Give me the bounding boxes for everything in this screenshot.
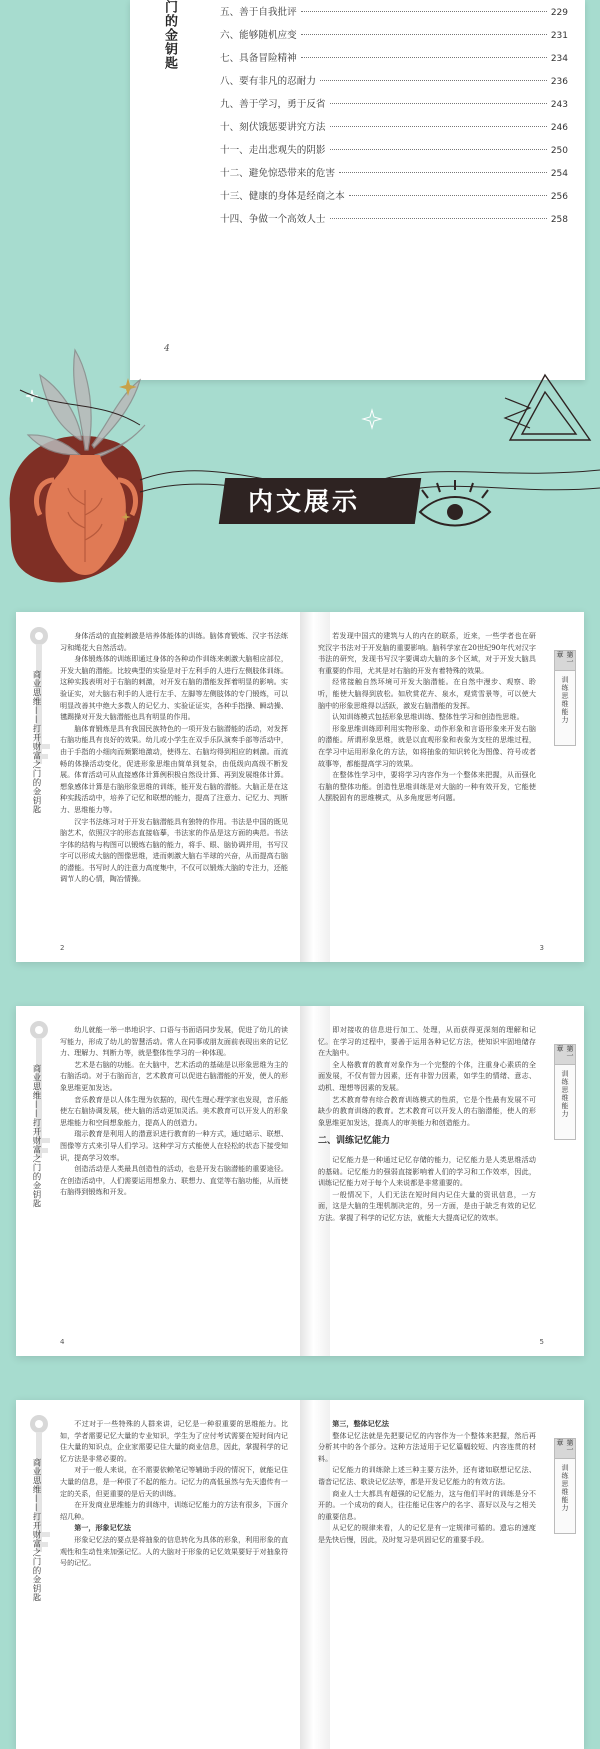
page-number: 2 bbox=[60, 944, 65, 952]
chapter-tab: 第一章 训练思维能力 bbox=[554, 1438, 576, 1534]
chapter-tab: 第一章 训练思维能力 bbox=[554, 650, 576, 746]
left-page bbox=[16, 1006, 300, 1356]
page-number: 5 bbox=[539, 1338, 544, 1346]
toc-page-number: 4 bbox=[164, 344, 170, 354]
toc-list bbox=[220, 4, 568, 234]
right-body-text: 即对接收的信息进行加工、处理，从而获得更深刻的理解和记忆。在学习的过程中，要善于运用各种记忆方法，使知识牢固地储存在大脑中。 全人格教育的教育对象作为一个完整的个体，注重身心素质的全面发展，不仅有智力因素，还有非智力因素，如学生的情绪、意志、动机、理想等因素的发展。 艺术教育带有综合教育训练模式的性质，它是个性最有发展不可缺少的教育训练的教育。艺术教育可以开发人的右脑潜能，使人的形象思维更加发达，提高人的审美能力和创造能力。 二、训练记忆能力 记忆能力是一种通过记忆存储的能力，记忆能力是人类思维活动的基础。记忆能力的强弱直接影响着人们的学习和工作效率，因此，训练记忆能力对于每个人来说都是非常重要的。 一般情况下，人们无法在短时间内记住大量的资讯信息，一方面，这是大脑的生理机制决定的，另一方面，是由于缺乏有效的记忆方法。掌握了科学的记忆方法，就能大大提高记忆的效率。 bbox=[318, 1025, 536, 1222]
right-page bbox=[300, 1400, 584, 1749]
chapter-tab: 第一章 训练思维能力 bbox=[554, 1044, 576, 1140]
book-spread-2 bbox=[16, 1006, 584, 1356]
subheading: 第一，形象记忆法 bbox=[74, 1523, 131, 1533]
right-page bbox=[300, 1006, 584, 1356]
toc-entry[interactable]: 五、善于自我批评 229 bbox=[220, 7, 568, 18]
subheading: 第三，整体记忆法 bbox=[332, 1419, 389, 1428]
left-body-text: 不过对于一些特殊的人群来讲，记忆是一种很重要的思维能力。比如，学者需要记忆大量的专业知识，学生为了应付考试需要在短时间内记住大量的知识点，企业家需要记住大量的商业信息，因此，掌握科学的记忆方法是非常必要的。 对于一般人来说，在不需要依赖笔记等辅助手段的情况下，就能记住大量的信息，是一种很了不起的能力。记忆力的高低虽然与先天遗传有一定的关系，但更重要的是后天的训练。 在开发商业思维能力的训练中，训练记忆能力的方法有很多，下面介绍几种。 第一，形象记忆法 形象记忆法的要点是将抽象的信息转化为具体的形象，利用形象的直观性和生动性来加强记忆。人的大脑对于形象的记忆效果要好于对抽象符号的记忆。 bbox=[60, 1419, 288, 1568]
right-body-text: 第三，整体记忆法 整体记忆法就是先把要记忆的内容作为一个整体来把握，然后再分析其中的各个部分。这种方法适用于记忆篇幅较短、内容连贯的材料。 记忆能力的训练除上述三种主要方法外，还有诸如联想记忆法、谐音记忆法、歌诀记忆法等，都是开发记忆能力的有效方法。 商业人士大都具有超强的记忆能力，这与他们平时的训练是分不开的。一个成功的商人，往往能记住客户的名字、喜好以及与之相关的重要信息。 从记忆的规律来看，人的记忆是有一定规律可循的。遗忘的速度是先快后慢，因此，及时复习是巩固记忆的重要手段。 bbox=[318, 1419, 536, 1544]
book-spread-1 bbox=[16, 612, 584, 962]
banner-title: 内文展示 bbox=[248, 487, 361, 516]
page-number: 4 bbox=[60, 1338, 65, 1346]
toc-entry[interactable]: 十一、走出悲观失的阴影 250 bbox=[220, 145, 568, 156]
left-body-text: 幼儿就能一举一串地识字、口语与书面语同步发展，促进了幼儿的读写能力，形成了幼儿的智慧活动。常人在同事或朋友面前表现出来的记忆力、理解力、判断力等，就是整体性学习的一种体现。 艺术是右脑的功能。在大脑中，艺术活动的基础是以形象思维为主的右脑活动。对于右脑而言，艺术教育可以促进右脑潜能的开发，使人的形象思维更加发达。 音乐教育是以人体生理为依据的，现代生理心理学家也发现，音乐能使左右脑协调发展，使大脑的活动更加灵活。美术教育可以开发人的形象思维能力和空间想象能力，提高人的创造力。 瑞示教育是利用人的潜意识进行教育的一种方式，通过暗示、联想、图像等方式来引导人们学习。这种学习方式能使人在轻松的状态下接受知识，提高学习效率。 创造活动是人类最具创造性的活动，也是开发右脑潜能的重要途径。在创造活动中，人们需要运用想象力、联想力、直觉等右脑功能，从而使右脑得到锻炼和开发。 bbox=[60, 1025, 288, 1197]
book-spread-3 bbox=[16, 1400, 584, 1749]
page-number: 3 bbox=[539, 944, 544, 952]
toc-entry[interactable]: 七、具备冒险精神 234 bbox=[220, 53, 568, 64]
left-body-text: 身体活动的直接刺激是培养体能体的训练。脑体育锻炼、汉字书法练习和绳花大自然活动。 身体锻炼体的训练即通过身体的各种动作训练来刺激大脑相应部位，开发大脑的潜能。比较典型的实验是对于左利手的人进行左侧肢体训练。这种实践表明对于右脑的刺激，对开发右脑的潜能发挥着明显的影响。实验证实，对大脑右利手的人进行左手、左脚等左侧肢体的专门锻炼，可以明显改善其中绝大多数人的记忆力、实验证证实，各种手指操、瞬动操、毽踢操对开发大脑潜能也具有明显的作用。 脑体育锻炼是具有我国民族特色的一项开发右脑潜能的活动，对发挥右脑功能具有良好的效果。幼儿或小学生在双手乐队演奏手部等活动中，由于手指的小细肉而频繁地激动，使得左、右脑均得到相应的刺激。而流畅的体操活动变化，促进形象思维由简单到复杂，由低级向高级不断发展。体育活动可从直接感体计算例积极自然设计算、再到发展维体计算。想象感体计算是右脑形象思维的训练，能开发右脑的潜能。大脑正是在这种实践活动中，培养了记忆和联想的能力，提高了注意力、记忆力、判断力、思维能力等。 汉字书法练习对于开发右脑潜能具有独特的作用。书法是中国的既见脑艺术，依照汉字的形态直接临摹，书法家的作品是这方面的典范。书法字体的结构与构图可以锻炼右脑的能力，将手、眼、脑协调并用，书写汉字可以形成大脑的图像思维，进而刺激大脑右半球的兴奋，从而提高右脑的潜能。书写时人的注意力高度集中，不仅可以锻炼大脑的专注力，还能调节人的心情，陶冶情操。 bbox=[60, 631, 288, 884]
leaf-icon bbox=[28, 350, 145, 458]
right-body-text: 若发现中国式的建筑与人的内在的联系，近来，一些学者也在研究汉字书法对于开发脑的重要影响。脑科学家在20世纪90年代对汉字书法的研究，发现书写汉字要调动大脑的多个区域，对于开发大脑具有重要的作用，尤其是对右脑的开发有着特殊的效果。 经常接触自然环境可开发大脑潜能。在自然中漫步、观察、聆听，能使大脑得到放松。如欣赏花卉、泉水，观赏雪景等，可以使大脑中的形象思维得以活跃，激发右脑潜能的发挥。 认知训练模式包括形象思维训练、整体性学习和创造性思维。 形象思维训练即利用实物形象、动作形象和言语形象来开发右脑的潜能。所谓形象思维，就是以直观形象和表象为支柱的思维过程，在学习中运用形象化的方法，如将抽象的知识转化为图像、符号或者故事等，都能提高学习的效果。 在整体性学习中，要将学习内容作为一个整体来把握，从而强化右脑的整体功能。创造性思维训练是对大脑的一种有效开发，它能使人摆脱固有的思维模式，从多角度思考问题。 bbox=[318, 631, 536, 803]
spine-book-title: 商业思维——打开财富之门的金钥匙 bbox=[31, 1458, 41, 1602]
toc-entry[interactable]: 十四、争做一个高效人士 258 bbox=[220, 214, 568, 225]
toc-page bbox=[130, 0, 585, 380]
decoration-illustration bbox=[0, 330, 600, 600]
left-page bbox=[16, 1400, 300, 1749]
toc-entry[interactable]: 十三、健康的身体是经商之本 256 bbox=[220, 191, 568, 202]
toc-entry[interactable]: 六、能够随机应变 231 bbox=[220, 30, 568, 41]
spine-book-title: 商业思维——打开财富之门的金钥匙 bbox=[31, 1064, 41, 1208]
toc-entry[interactable]: 十、刻伏饿惩要讲究方法 246 bbox=[220, 122, 568, 133]
toc-entry[interactable]: 九、善于学习，勇于反省 243 bbox=[220, 99, 568, 110]
spine-book-title: 商业思维——打开财富之门的金钥匙 bbox=[31, 670, 41, 814]
triangle-icon bbox=[510, 375, 590, 440]
left-page bbox=[16, 612, 300, 962]
right-page bbox=[300, 612, 584, 962]
toc-spine-title: 门的金钥匙 bbox=[162, 0, 177, 70]
section-heading: 二、训练记忆能力 bbox=[318, 1136, 391, 1147]
toc-entry[interactable]: 十二、避免惊恐带来的危害 254 bbox=[220, 168, 568, 179]
toc-entry[interactable]: 八、要有非凡的忍耐力 236 bbox=[220, 76, 568, 87]
